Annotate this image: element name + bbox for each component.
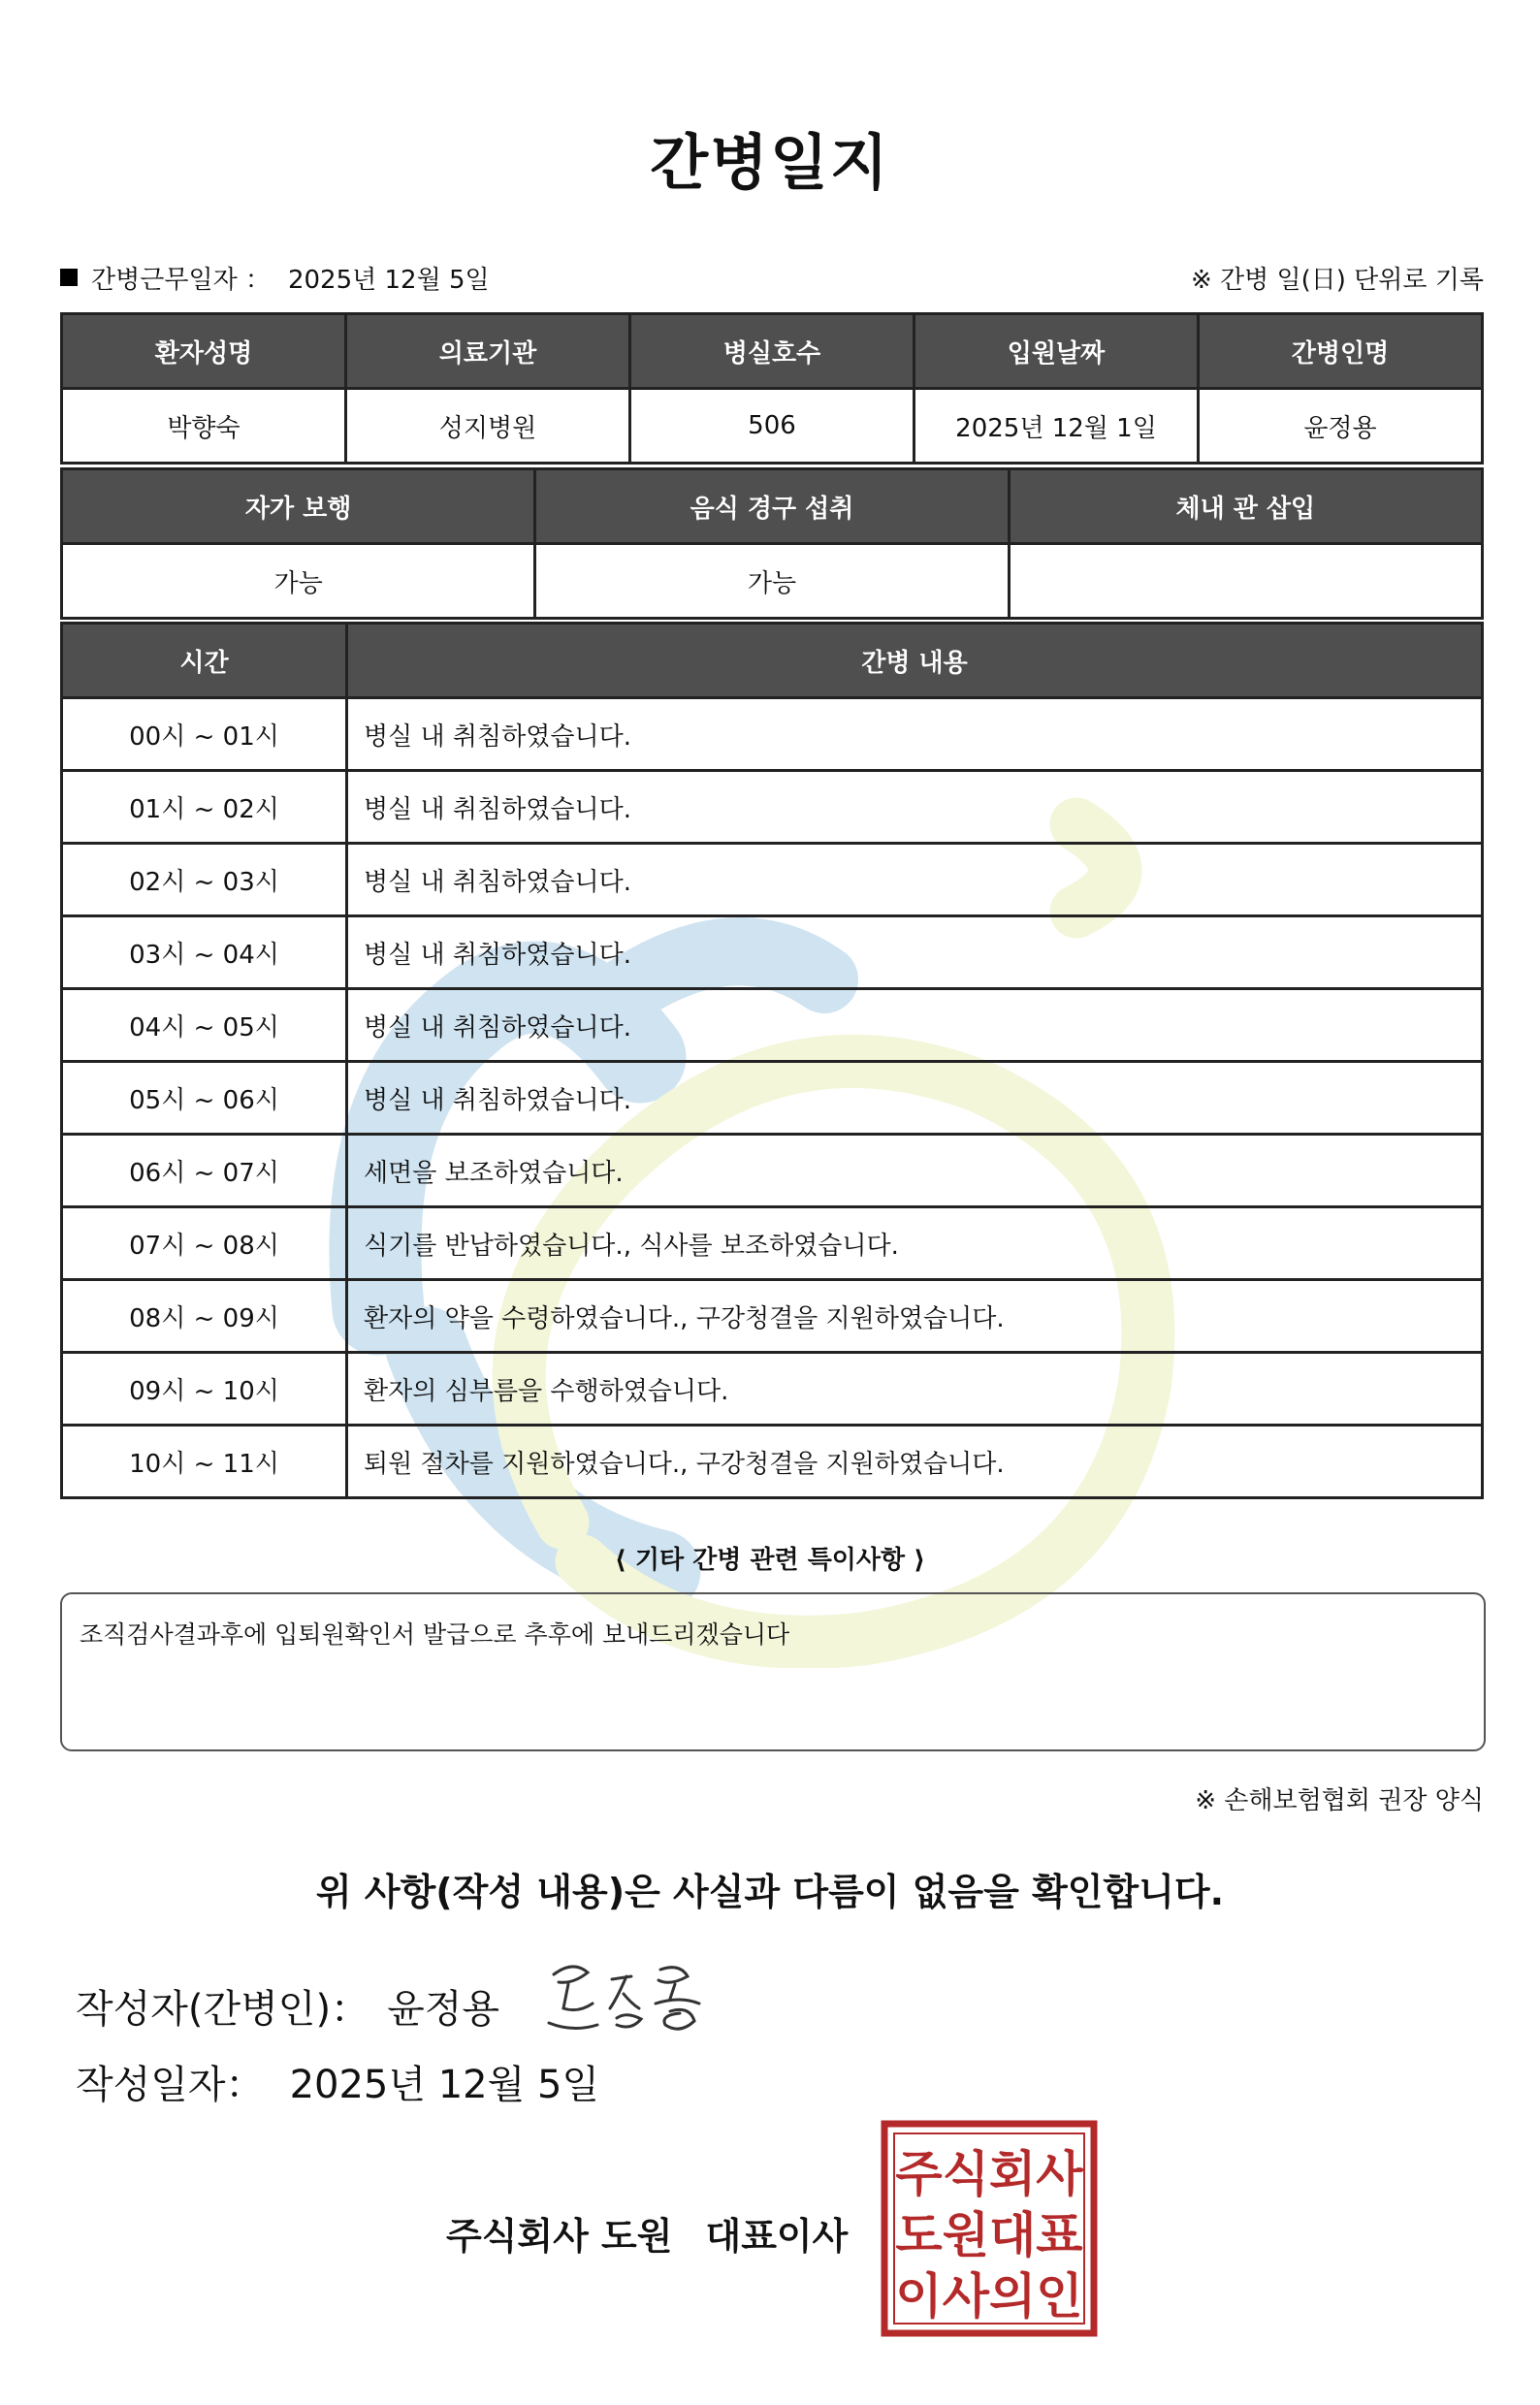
header-caregiver-name: 간병인명: [1199, 314, 1483, 389]
hospital-name: 성지병원: [346, 389, 630, 464]
content-cell: 식기를 반납하였습니다., 식사를 보조하였습니다.: [347, 1207, 1483, 1280]
written-date-value: 2025년 12월 5일: [289, 2063, 600, 2107]
status-header-row: [62, 469, 1483, 544]
header-care-content: 간병 내용: [347, 624, 1483, 698]
company-seal-stamp: [881, 2120, 1098, 2337]
table-row: [62, 1135, 1483, 1207]
header-self-walking: 자가 보행: [62, 469, 535, 544]
header-hospital: 의료기관: [346, 314, 630, 389]
header-time: 시간: [62, 624, 347, 698]
header-tube-insertion: 체내 관 삽입: [1009, 469, 1482, 544]
tube-insertion-value: [1009, 544, 1482, 619]
table-row: [62, 989, 1483, 1062]
admission-date: 2025년 12월 1일: [914, 389, 1199, 464]
time-cell: 02시 ~ 03시: [62, 844, 347, 916]
header-room-number: 병실호수: [630, 314, 914, 389]
content-cell: 병실 내 취침하였습니다.: [347, 771, 1483, 844]
record-note: ※ 간병 일(日) 단위로 기록: [1190, 265, 1484, 295]
time-cell: 00시 ~ 01시: [62, 698, 347, 771]
content-cell: 병실 내 취침하였습니다.: [347, 916, 1483, 989]
table-row: [62, 916, 1483, 989]
time-cell: 06시 ~ 07시: [62, 1135, 347, 1207]
page-title: 간병일지: [650, 127, 890, 198]
content-cell: 병실 내 취침하였습니다.: [347, 989, 1483, 1062]
patient-info-table: [60, 312, 1484, 465]
self-walking-value: 가능: [62, 544, 535, 619]
patient-status-table: [60, 467, 1484, 620]
work-date-label: 간병근무일자 ：: [91, 265, 271, 295]
content-cell: 병실 내 취침하였습니다.: [347, 844, 1483, 916]
patient-name: 박향숙: [62, 389, 346, 464]
table-row: [62, 771, 1483, 844]
stamp-line-2: 도원대표: [895, 2207, 1083, 2263]
time-cell: 03시 ~ 04시: [62, 916, 347, 989]
writer-name: 윤정용: [387, 1986, 499, 2032]
table-row: [62, 844, 1483, 916]
header-patient-name: 환자성명: [62, 314, 346, 389]
header-oral-intake: 음식 경구 섭취: [535, 469, 1009, 544]
work-date-value: 2025년 12월 5일: [287, 265, 490, 295]
writer-row: [76, 1969, 719, 2042]
patient-header-row: [62, 314, 1483, 389]
patient-value-row: [62, 389, 1483, 464]
content-cell: 세면을 보조하였습니다.: [347, 1135, 1483, 1207]
header-admission-date: 입원날짜: [914, 314, 1199, 389]
special-notes-text: 조직검사결과후에 입퇴원확인서 발급으로 추후에 보내드리겠습니다: [80, 1620, 790, 1649]
handwritten-signature: [534, 1955, 719, 2042]
time-cell: 01시 ~ 02시: [62, 771, 347, 844]
content-cell: 환자의 약을 수령하였습니다., 구강청결을 지원하였습니다.: [347, 1280, 1483, 1353]
table-row: [62, 1207, 1483, 1280]
special-notes-box: [60, 1592, 1486, 1751]
time-cell: 09시 ~ 10시: [62, 1353, 347, 1426]
status-value-row: [62, 544, 1483, 619]
care-log-table: [60, 622, 1484, 1499]
content-cell: 병실 내 취침하였습니다.: [347, 698, 1483, 771]
time-cell: 04시 ~ 05시: [62, 989, 347, 1062]
form-note: ※ 손해보험협회 권장 양식: [1195, 1786, 1484, 1815]
confirmation-statement: 위 사항(작성 내용)은 사실과 다름이 없음을 확인합니다.: [315, 1871, 1225, 1913]
table-row: [62, 1062, 1483, 1135]
work-date-group: [60, 260, 490, 296]
oral-intake-value: 가능: [535, 544, 1009, 619]
caregiver-name: 윤정용: [1199, 389, 1483, 464]
table-row: [62, 1353, 1483, 1426]
company-signature-line: [446, 2206, 848, 2260]
time-cell: 07시 ~ 08시: [62, 1207, 347, 1280]
written-date-row: [76, 2054, 599, 2109]
stamp-line-3: 이사의인: [895, 2268, 1083, 2325]
written-date-label: 작성일자：: [76, 2063, 265, 2107]
company-name: 주식회사 도원: [446, 2215, 673, 2258]
room-number: 506: [630, 389, 914, 464]
table-row: [62, 698, 1483, 771]
black-square-icon: [60, 269, 78, 286]
time-cell: 10시 ~ 11시: [62, 1426, 347, 1498]
table-row: [62, 1280, 1483, 1353]
special-notes-label: ⟨ 기타 간병 관련 특이사항 ⟩: [614, 1546, 926, 1575]
log-header-row: [62, 624, 1483, 698]
content-cell: 병실 내 취침하였습니다.: [347, 1062, 1483, 1135]
time-cell: 08시 ~ 09시: [62, 1280, 347, 1353]
company-title: 대표이사: [705, 2215, 849, 2258]
content-cell: 환자의 심부름을 수행하였습니다.: [347, 1353, 1483, 1426]
meta-row: [60, 260, 1484, 295]
content-cell: 퇴원 절차를 지원하였습니다., 구강청결을 지원하였습니다.: [347, 1426, 1483, 1498]
writer-label: 작성자(간병인)：: [76, 1986, 370, 2032]
stamp-line-1: 주식회사: [895, 2146, 1083, 2202]
time-cell: 05시 ~ 06시: [62, 1062, 347, 1135]
table-row: [62, 1426, 1483, 1498]
